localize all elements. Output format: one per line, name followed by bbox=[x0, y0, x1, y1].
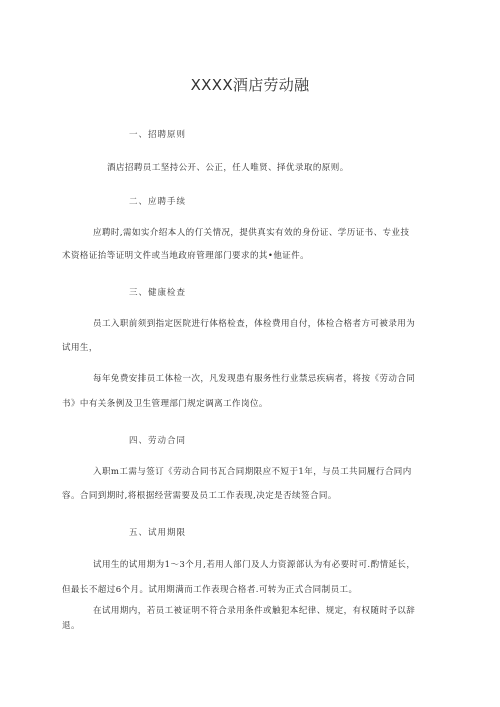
paragraph-line: 入职m工需与签订《劳动合同书瓦合同期限应不短于1年，与员工共同履行合同内 bbox=[93, 467, 412, 477]
paragraph-line: 但最长不超过6个月。试用期满而工作表现合格者.可转为正式合同制员工。 bbox=[62, 585, 358, 595]
section-heading-application-procedure: 二、应聘手续 bbox=[129, 197, 187, 207]
paragraph-line: 应聘时,需如实介绍本人的仃关情况，提供真实有效的身份证、学历证书、专业技 bbox=[93, 228, 410, 238]
section-heading-probation-period: 五、试用期限 bbox=[129, 528, 187, 538]
paragraph-line: 员工入职前须到指定医院进行体格检查，体检费用自付，体检合格者方可被录用为 bbox=[93, 319, 416, 329]
paragraph-line: 每年免费安排员工体检一次，凡发现患有服务性行业禁忌疾病者，将按《劳动合同 bbox=[93, 374, 416, 384]
paragraph-line: 退。 bbox=[62, 621, 80, 631]
paragraph-line: 术资格证抬等证明文件或当地政府管理部门要求的其•他证件。 bbox=[62, 251, 310, 261]
paragraph-line: 书》中有关条例及卫生管理部门规定调离工作岗位。 bbox=[62, 399, 268, 409]
section-heading-health-check: 三、健康检查 bbox=[129, 288, 187, 298]
paragraph-line: 容。合同到期时,将根据经营需要及员工工作表现,决定是否续签合同。 bbox=[62, 491, 337, 501]
paragraph-line: 酒店招聘员工坚持公开、公正，任人唯贤、择优录取的原则。 bbox=[107, 163, 349, 173]
section-heading-recruitment-principles: 一、招聘原则 bbox=[129, 130, 187, 140]
paragraph-line: 试用生， bbox=[62, 343, 98, 353]
document-title: XXXX酒店劳动融 bbox=[190, 76, 310, 94]
section-heading-labor-contract: 四、劳动合同 bbox=[129, 436, 187, 446]
paragraph-line: 试用生的试用期为1～3个月,若用人部门及人力资源部认为有必要时可.酌情延长， bbox=[93, 560, 416, 570]
paragraph-line: 在试用期内，若员工被证明不符合录用条件或触犯本纪律、规定，有权随时予以辞 bbox=[93, 606, 416, 616]
